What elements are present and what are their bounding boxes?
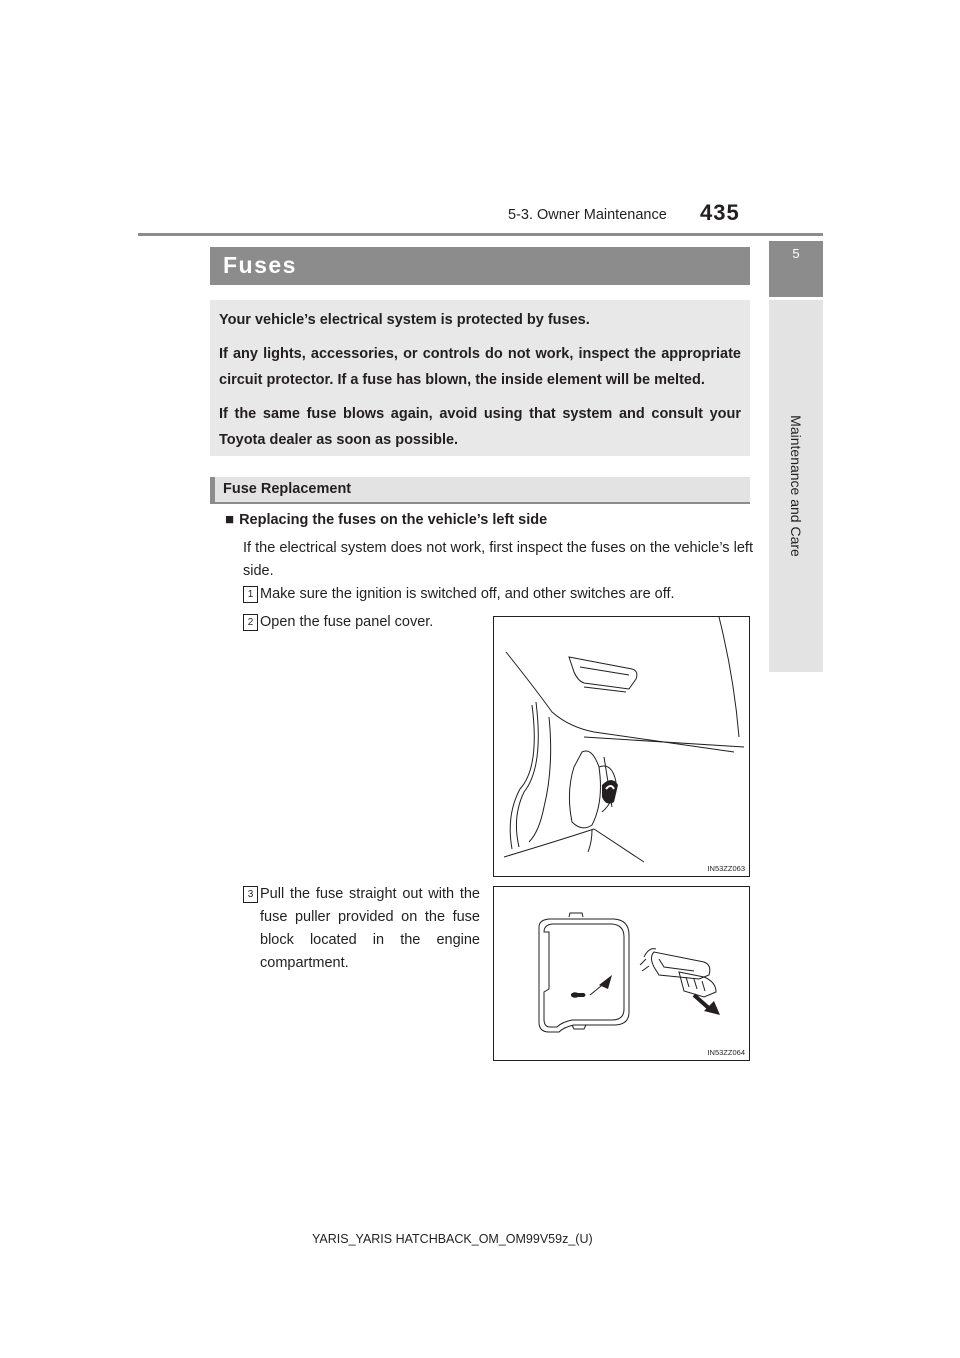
intro-paragraph: If the same fuse blows again, avoid using that system and consult your Toyota dealer as soon as possible. — [219, 406, 741, 448]
step-text: Open the fuse panel cover. — [260, 614, 434, 630]
step-number-box: 3 — [243, 886, 258, 903]
page-title: Fuses — [223, 252, 297, 278]
square-bullet-icon: ■ — [225, 511, 235, 528]
intro-box — [210, 300, 750, 456]
intro-paragraph: Your vehicle’s electrical system is protected by fuses. — [219, 312, 590, 328]
header-rule — [138, 233, 823, 236]
fuse-puller-figure — [493, 886, 750, 1061]
step-text: Make sure the ignition is switched off, and other switches are off. — [260, 586, 675, 602]
page-title-bar — [210, 247, 750, 285]
section-breadcrumb: 5-3. Owner Maintenance — [508, 207, 667, 223]
subsection-heading: Fuse Replacement — [223, 481, 352, 497]
page-number: 435 — [700, 200, 740, 225]
subsection-marker — [210, 477, 215, 502]
step-text: Pull the fuse straight out with the fuse puller provided on the fuse block located in the engine compartment. — [260, 886, 480, 971]
footer-document-id: YARIS_YARIS HATCHBACK_OM_OM99V59z_(U) — [312, 1232, 593, 1246]
item-heading-text: Replacing the fuses on the vehicle’s left side — [239, 512, 548, 528]
chapter-tab-number — [769, 241, 823, 297]
chapter-tab-label — [769, 300, 823, 672]
step-number-box: 2 — [243, 614, 258, 631]
figure-code: IN53ZZ064 — [707, 1048, 745, 1057]
subsection-heading-bar — [210, 477, 750, 504]
intro-paragraph: If any lights, accessories, or controls do not work, inspect the appropriate circuit protector. If a fuse has blown, the inside element will be melted. — [219, 346, 741, 388]
fuse-puller-illustration — [494, 887, 749, 1060]
fuse-panel-cover-figure — [493, 616, 750, 877]
step-number-box: 1 — [243, 586, 258, 603]
figure-code: IN53ZZ063 — [707, 864, 745, 873]
item-paragraph: If the electrical system does not work, first inspect the fuses on the vehicle’s left side. — [243, 540, 753, 579]
item-heading — [225, 511, 547, 528]
chapter-number: 5 — [792, 246, 800, 261]
fuse-panel-illustration — [494, 617, 749, 876]
chapter-label: Maintenance and Care — [788, 415, 804, 557]
